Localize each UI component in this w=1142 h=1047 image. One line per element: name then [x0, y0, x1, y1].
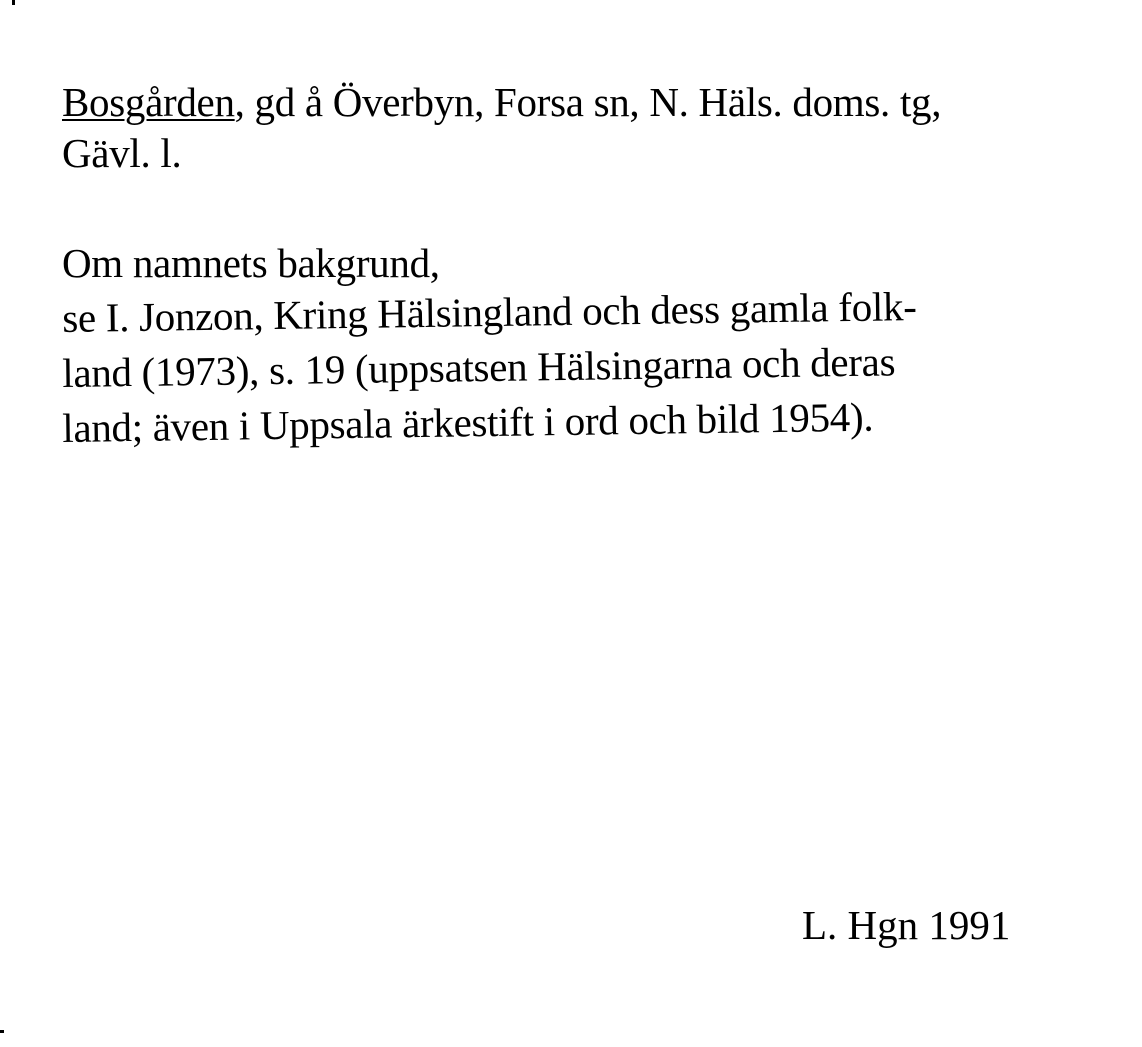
scan-speck	[12, 0, 15, 5]
headword: Bosgården	[62, 79, 235, 125]
scan-speck	[0, 1030, 4, 1033]
note-line-3: land (1973), s. 19 (uppsatsen Hälsingarna och deras	[61, 338, 896, 396]
entry-line-1	[62, 79, 942, 125]
note-line-1: Om namnets bakgrund,	[62, 240, 440, 286]
entry-line-2: Gävl. l.	[62, 130, 182, 176]
author-signature: L. Hgn 1991	[802, 902, 1011, 948]
entry-description: , gd å Överbyn, Forsa sn, N. Häls. doms. tg,	[234, 79, 942, 125]
note-line-4: land; även i Uppsala ärkestift i ord och bild 1954).	[61, 393, 874, 451]
note-line-2: se I. Jonzon, Kring Hälsingland och dess gamla folk-	[61, 283, 917, 341]
